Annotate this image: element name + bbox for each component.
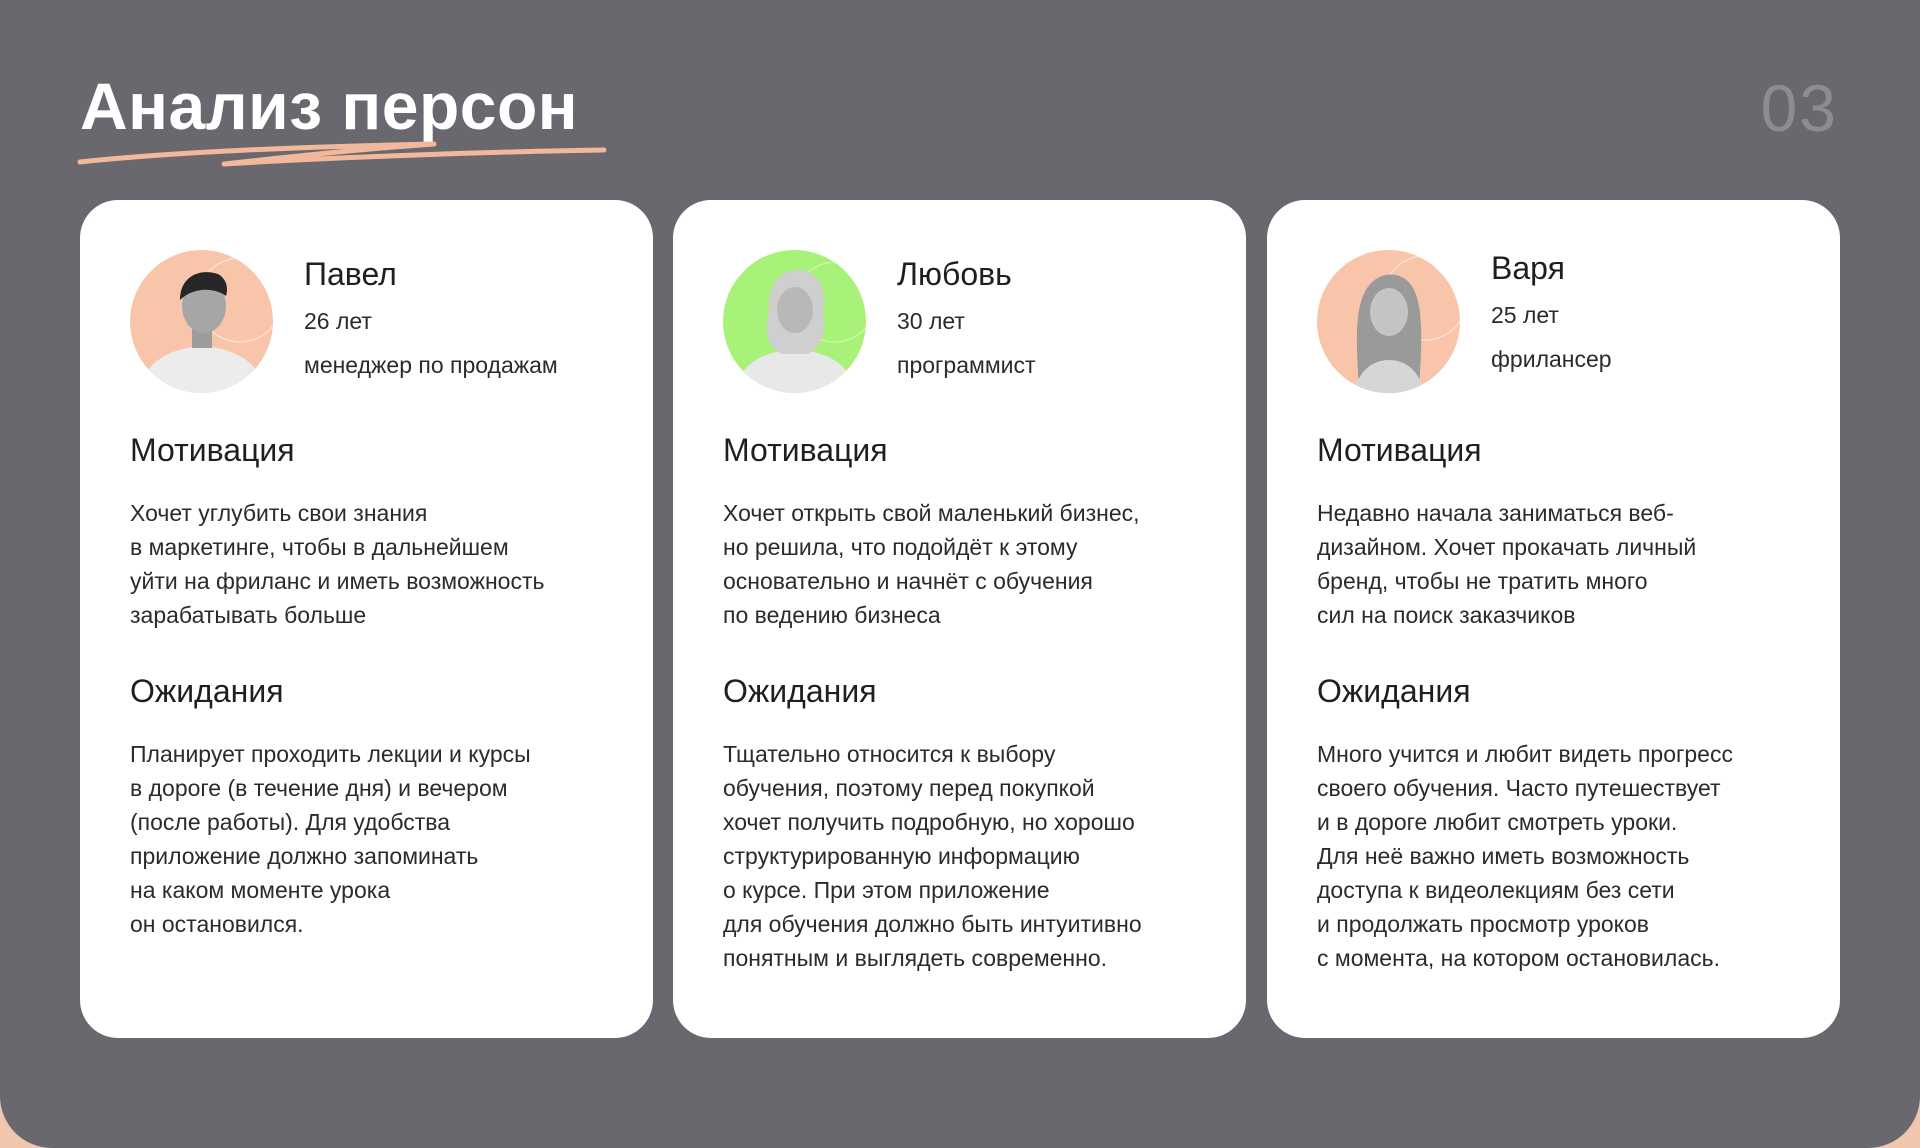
persona-card-varya <box>1267 200 1840 1038</box>
motivation-text: Хочет открыть свой маленький бизнес, но решила, что подойдёт к этому основательно и начнёт с обучения по ведению бизнеса <box>723 500 1140 628</box>
expectations-heading: Ожидания <box>1317 673 1471 709</box>
person-role: фрилансер <box>1491 346 1612 372</box>
person-role: программист <box>897 352 1036 378</box>
person-avatar-icon <box>723 250 866 393</box>
person-name: Варя <box>1491 250 1565 286</box>
page-number: 03 <box>1760 71 1838 145</box>
persona-card-lyubov <box>673 200 1246 1038</box>
avatar <box>130 250 273 393</box>
persona-cards <box>80 200 1840 1038</box>
expectations-heading: Ожидания <box>130 673 284 709</box>
person-age: 26 лет <box>304 308 372 334</box>
motivation-heading: Мотивация <box>723 432 888 468</box>
expectations-text: Много учится и любит видеть прогресс своего обучения. Часто путешествует и в дороге любит смотреть уроки. Для неё важно иметь возможность доступа к видеолекциям без сети и продолжать просмотр уроков с момента, на котором остановилась. <box>1317 741 1733 971</box>
expectations-text: Планирует проходить лекции и курсы в дороге (в течение дня) и вечером (после работы). Для удобства приложение должно запоминать на каком моменте урока он остановился. <box>130 741 531 937</box>
avatar <box>1317 250 1460 393</box>
page-title: Анализ персон <box>80 69 579 143</box>
person-name: Павел <box>304 256 397 292</box>
motivation-text: Хочет углубить свои знания в маркетинге, чтобы в дальнейшем уйти на фриланс и иметь возможность зарабатывать больше <box>130 500 545 628</box>
expectations-text: Тщательно относится к выбору обучения, поэтому перед покупкой хочет получить подробную, но хорошо структурированную информацию о курсе. При этом приложение для обучения должно быть интуитивно понятным и выглядеть современно. <box>723 741 1142 971</box>
motivation-heading: Мотивация <box>130 432 295 468</box>
person-avatar-icon <box>130 250 273 393</box>
expectations-heading: Ожидания <box>723 673 877 709</box>
person-avatar-icon <box>1317 250 1460 393</box>
person-role: менеджер по продажам <box>304 352 558 378</box>
person-name: Любовь <box>897 256 1012 292</box>
motivation-text: Недавно начала заниматься веб- дизайном. Хочет прокачать личный бренд, чтобы не тратить много сил на поиск заказчиков <box>1317 500 1697 628</box>
person-age: 30 лет <box>897 308 965 334</box>
person-age: 25 лет <box>1491 302 1559 328</box>
persona-card-pavel <box>80 200 653 1038</box>
title-underline-scribble <box>74 132 614 178</box>
avatar <box>723 250 866 393</box>
motivation-heading: Мотивация <box>1317 432 1482 468</box>
